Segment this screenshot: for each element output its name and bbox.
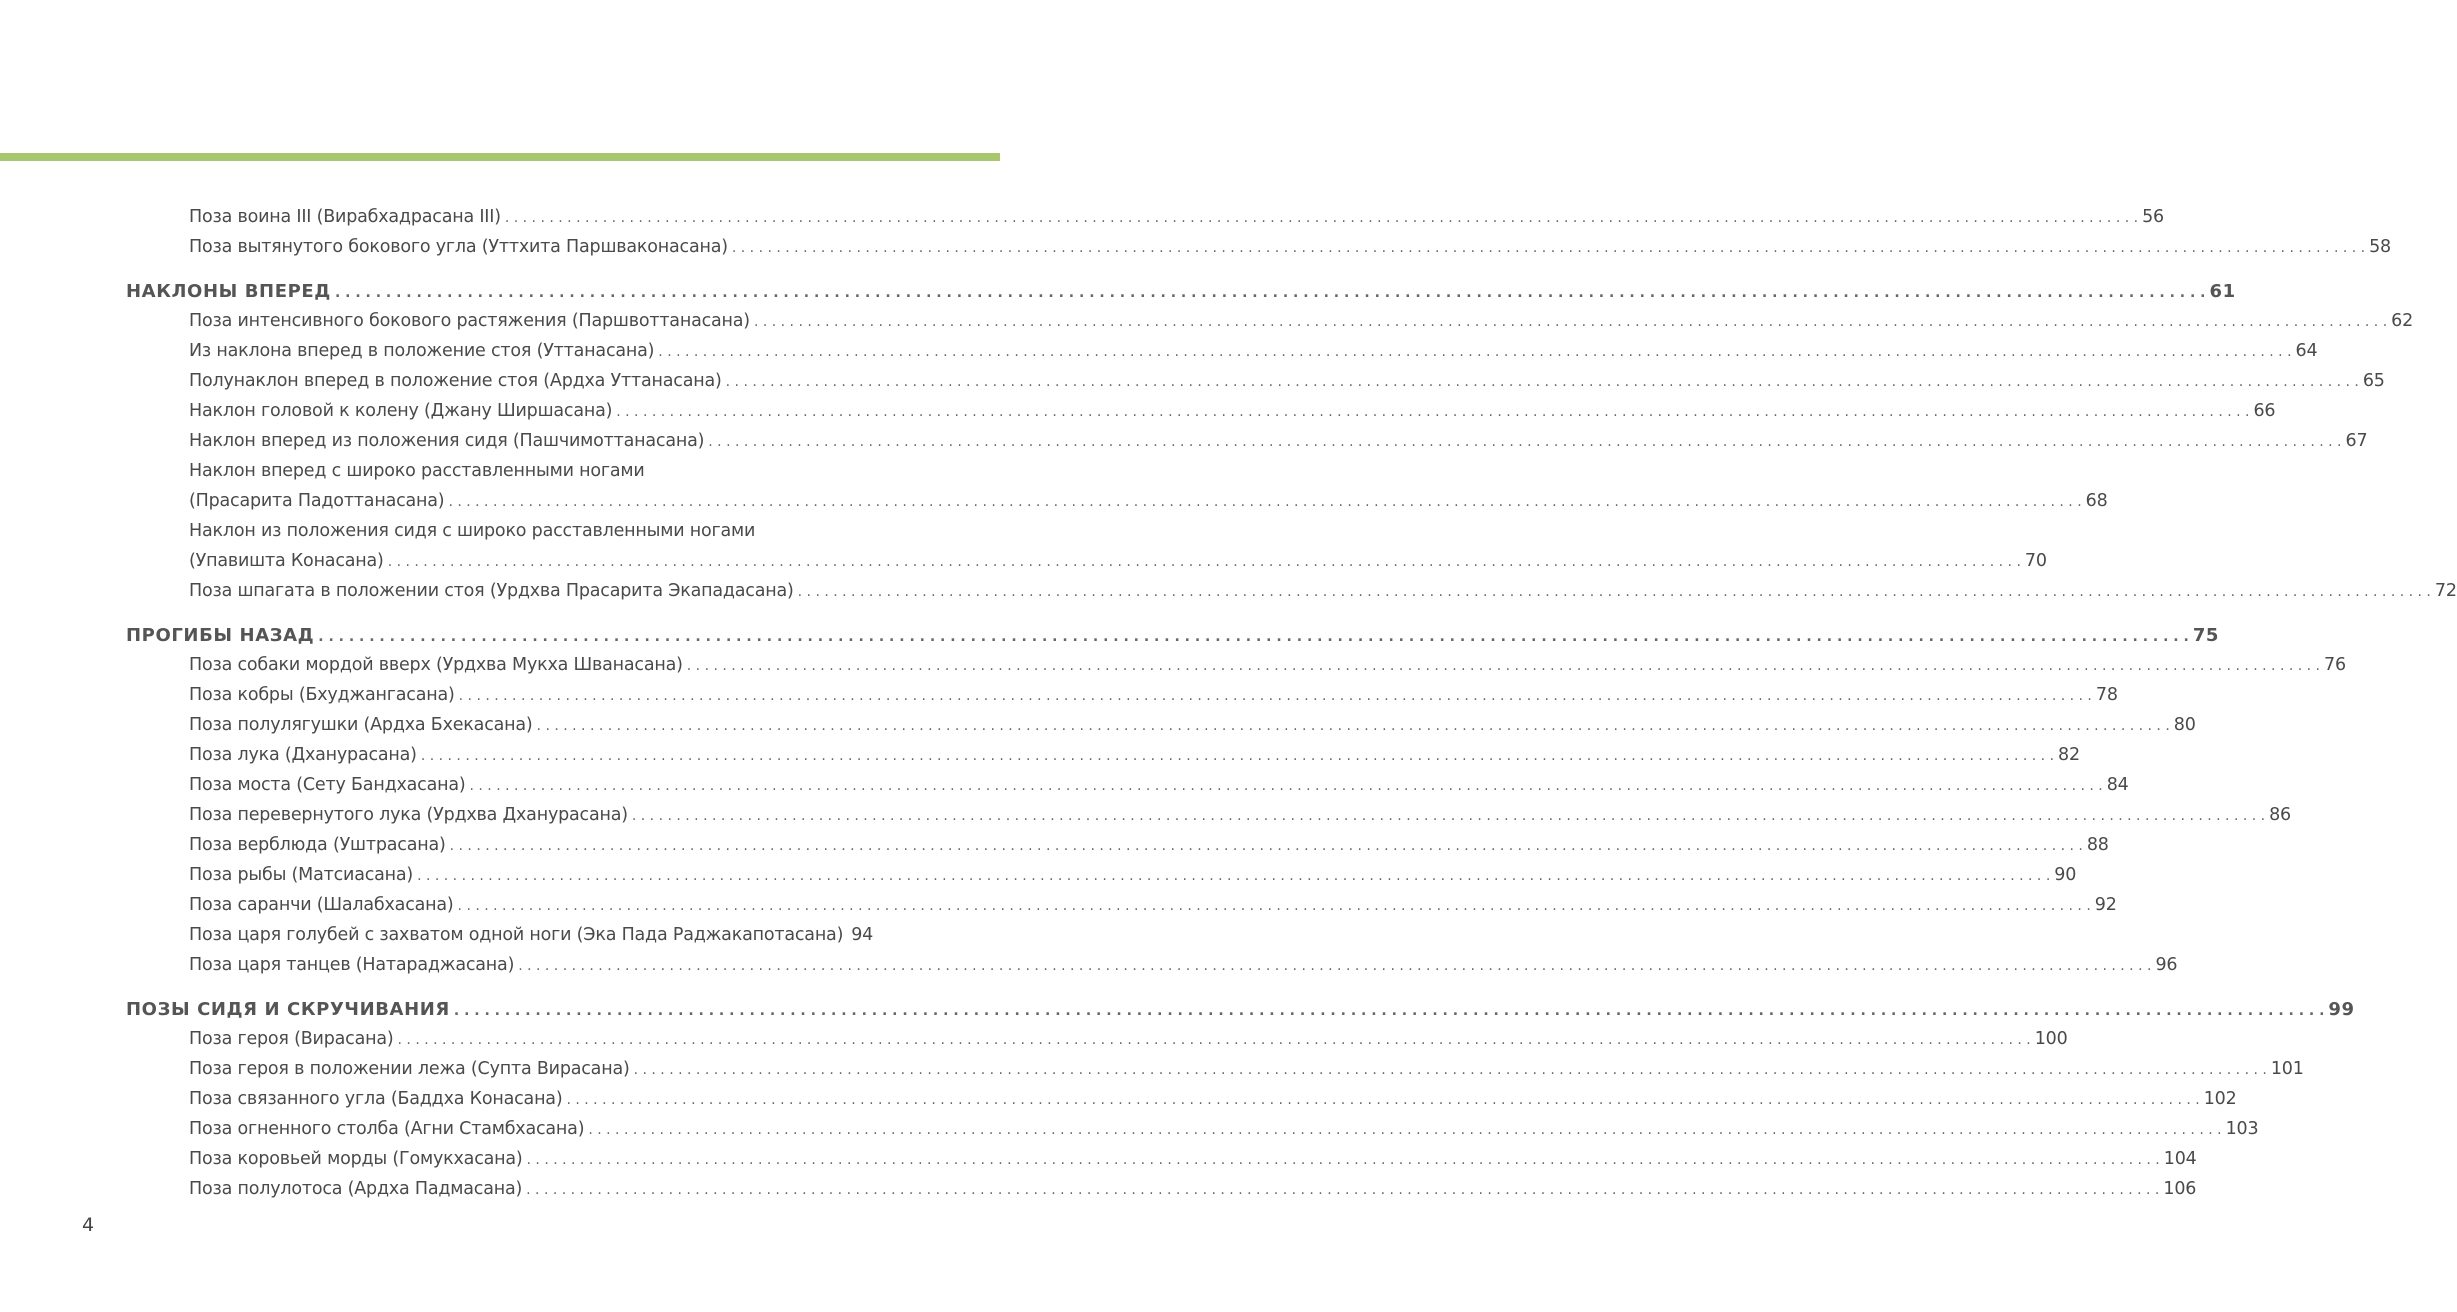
toc-entry-title: ПОЗЫ СИДЯ И СКРУЧИВАНИЯ: [126, 999, 450, 1020]
toc-page-ref: 82: [2058, 745, 2080, 765]
dot-leader: [388, 554, 2021, 570]
dot-leader: [318, 629, 2189, 645]
toc-page-ref: 67: [2345, 431, 2368, 451]
toc-entry: [189, 311, 2414, 331]
toc-page-ref: 84: [2106, 775, 2129, 795]
toc-entry-title: Поза воина III (Вирабхадрасана III): [189, 207, 501, 227]
toc-entry-title: Наклон вперед с широко расставленными ногами: [189, 461, 645, 481]
dot-leader: [450, 838, 2083, 854]
toc-entry: [189, 865, 2077, 885]
toc-entry-title: Поза вытянутого бокового угла (Уттхита Паршваконасана): [189, 237, 728, 257]
dot-leader: [616, 404, 2249, 420]
toc-entry-title: Поза полулягушки (Ардха Бхекасана): [189, 715, 533, 735]
toc-page-ref: 62: [2391, 311, 2414, 331]
toc-page-ref: 88: [2086, 835, 2109, 855]
toc-entry-title: Поза рыбы (Матсиасана): [189, 865, 414, 885]
toc-page-ref: 100: [2034, 1029, 2068, 1049]
toc-entry: [189, 551, 2047, 571]
dot-leader: [732, 240, 2365, 256]
toc-entry: [189, 895, 2117, 915]
dot-leader: [417, 868, 2050, 884]
toc-entry: [189, 1059, 2304, 1079]
dot-leader: [398, 1032, 2031, 1048]
dot-leader: [518, 958, 2151, 974]
toc-page-ref: 92: [2094, 895, 2117, 915]
toc-entry-title: Поза шпагата в положении стоя (Урдхва Прасарита Экападасана): [189, 581, 794, 601]
toc-page-ref: 56: [2142, 207, 2164, 227]
dot-leader: [459, 688, 2092, 704]
dot-leader: [448, 494, 2081, 510]
dot-leader: [537, 718, 2170, 734]
dot-leader: [798, 584, 2431, 600]
toc-entry: [189, 431, 2368, 451]
toc-entry-title: Поза полулотоса (Ардха Падмасана): [189, 1179, 523, 1199]
toc-entry-title: Поза перевернутого лука (Урдхва Дханурасана): [189, 805, 628, 825]
toc-page-ref: 99: [2328, 999, 2355, 1020]
toc-entry: [189, 775, 2129, 795]
toc-page-ref: 101: [2270, 1059, 2304, 1079]
toc-page-ref: 58: [2369, 237, 2391, 257]
dot-leader: [634, 1062, 2267, 1078]
toc-entry: [189, 925, 874, 945]
toc-page-ref: 86: [2269, 805, 2291, 825]
toc-page-ref: 66: [2253, 401, 2276, 421]
toc-entry-title: Поза связанного угла (Баддха Конасана): [189, 1089, 563, 1109]
dot-leader: [687, 658, 2320, 674]
toc-entry-title: Поза кобры (Бхуджангасана): [189, 685, 455, 705]
dot-leader: [527, 1152, 2160, 1168]
toc-entry-title: Поза интенсивного бокового растяжения (Паршвоттанасана): [189, 311, 750, 331]
toc-page-ref: 106: [2163, 1179, 2197, 1199]
toc-page-ref: 103: [2225, 1119, 2259, 1139]
toc-entry: [189, 1179, 2197, 1199]
toc-page-ref: 68: [2085, 491, 2108, 511]
toc-entry-line: [189, 461, 844, 481]
toc-page-ref: 70: [2024, 551, 2047, 571]
toc-entry-title: Из наклона вперед в положение стоя (Уттанасана): [189, 341, 655, 361]
toc-page-ref: 80: [2173, 715, 2196, 735]
dot-leader: [505, 210, 2138, 226]
toc-entry-title: Наклон вперед из положения сидя (Пашчимоттанасана): [189, 431, 705, 451]
toc-entry-title: Наклон головой к колену (Джану Ширшасана): [189, 401, 613, 421]
toc-page-ref: 102: [2203, 1089, 2237, 1109]
toc-entry-title: Поза лука (Дханурасана): [189, 745, 417, 765]
dot-leader: [658, 344, 2291, 360]
toc-entry-title: Поза героя в положении лежа (Супта Вирасана): [189, 1059, 630, 1079]
toc-entry: [189, 341, 2318, 361]
toc-page-ref: 104: [2163, 1149, 2197, 1169]
toc-entry-title: Поза героя (Вирасана): [189, 1029, 394, 1049]
top-accent-rule: [0, 153, 1000, 161]
toc-entry-title: НАКЛОНЫ ВПЕРЕД: [126, 281, 331, 302]
toc-entry-title: Поза царя танцев (Натараджасана): [189, 955, 515, 975]
toc-entry-title: (Прасарита Падоттанасана): [189, 491, 445, 511]
toc-entry: [189, 401, 2276, 421]
toc-section-heading: [126, 625, 2220, 646]
toc-entry: [189, 491, 2108, 511]
toc-page-ref: 72: [2434, 581, 2457, 601]
toc-page-ref: 75: [2192, 625, 2220, 646]
dot-leader: [566, 1092, 2199, 1108]
toc-page-ref: 65: [2362, 371, 2385, 391]
toc-entry: [189, 955, 2178, 975]
toc-entry: [189, 237, 2391, 257]
dot-leader: [335, 285, 2206, 301]
dot-leader: [708, 434, 2341, 450]
toc-entry: [189, 745, 2080, 765]
toc-page-ref: 78: [2095, 685, 2118, 705]
dot-leader: [632, 808, 2265, 824]
dot-leader: [458, 898, 2091, 914]
dot-leader: [754, 314, 2387, 330]
toc-entry-title: Поза собаки мордой вверх (Урдхва Мукха Шванасана): [189, 655, 683, 675]
toc-entry: [189, 581, 2457, 601]
page-number: 4: [82, 1214, 95, 1236]
toc-page-ref: 94: [851, 925, 874, 945]
dot-leader: [421, 748, 2054, 764]
toc-entry: [189, 715, 2196, 735]
toc-page-ref: 96: [2155, 955, 2178, 975]
toc-entry-title: Наклон из положения сидя с широко расставленными ногами: [189, 521, 756, 541]
toc-entry: [189, 835, 2109, 855]
dot-leader: [470, 778, 2103, 794]
toc-entry: [189, 655, 2346, 675]
toc-page-ref: 64: [2295, 341, 2318, 361]
toc-entry-title: Поза верблюда (Уштрасана): [189, 835, 446, 855]
toc-entry-title: Поза саранчи (Шалабхасана): [189, 895, 454, 915]
toc-entry-title: Поза царя голубей с захватом одной ноги (Эка Пада Раджакапотасана): [189, 925, 844, 945]
toc-entry: [189, 805, 2291, 825]
toc-section-heading: [126, 281, 2236, 302]
toc-entry: [189, 371, 2385, 391]
toc-entry-title: Поза огненного столба (Агни Стамбхасана): [189, 1119, 585, 1139]
toc-entry-title: Полунаклон вперед в положение стоя (Ардха Уттанасана): [189, 371, 722, 391]
toc-page-ref: 90: [2054, 865, 2077, 885]
toc-entry: [189, 685, 2118, 705]
toc-entry-title: Поза коровьей морды (Гомукхасана): [189, 1149, 523, 1169]
toc-entry-line: [189, 521, 844, 541]
dot-leader: [726, 374, 2359, 390]
toc-entry: [189, 1029, 2068, 1049]
dot-leader: [454, 1003, 2325, 1019]
toc-entry: [189, 1089, 2237, 1109]
dot-leader: [526, 1182, 2159, 1198]
toc-entry: [189, 207, 2164, 227]
toc-page-ref: 76: [2324, 655, 2346, 675]
toc-entry: [189, 1119, 2259, 1139]
toc-section-heading: [126, 999, 2355, 1020]
toc-entry-title: ПРОГИБЫ НАЗАД: [126, 625, 315, 646]
toc-entry-title: (Упавишта Конасана): [189, 551, 384, 571]
toc-entry-title: Поза моста (Сету Бандхасана): [189, 775, 466, 795]
toc-page-ref: 61: [2209, 281, 2236, 302]
dot-leader: [588, 1122, 2221, 1138]
toc-entry: [189, 1149, 2197, 1169]
